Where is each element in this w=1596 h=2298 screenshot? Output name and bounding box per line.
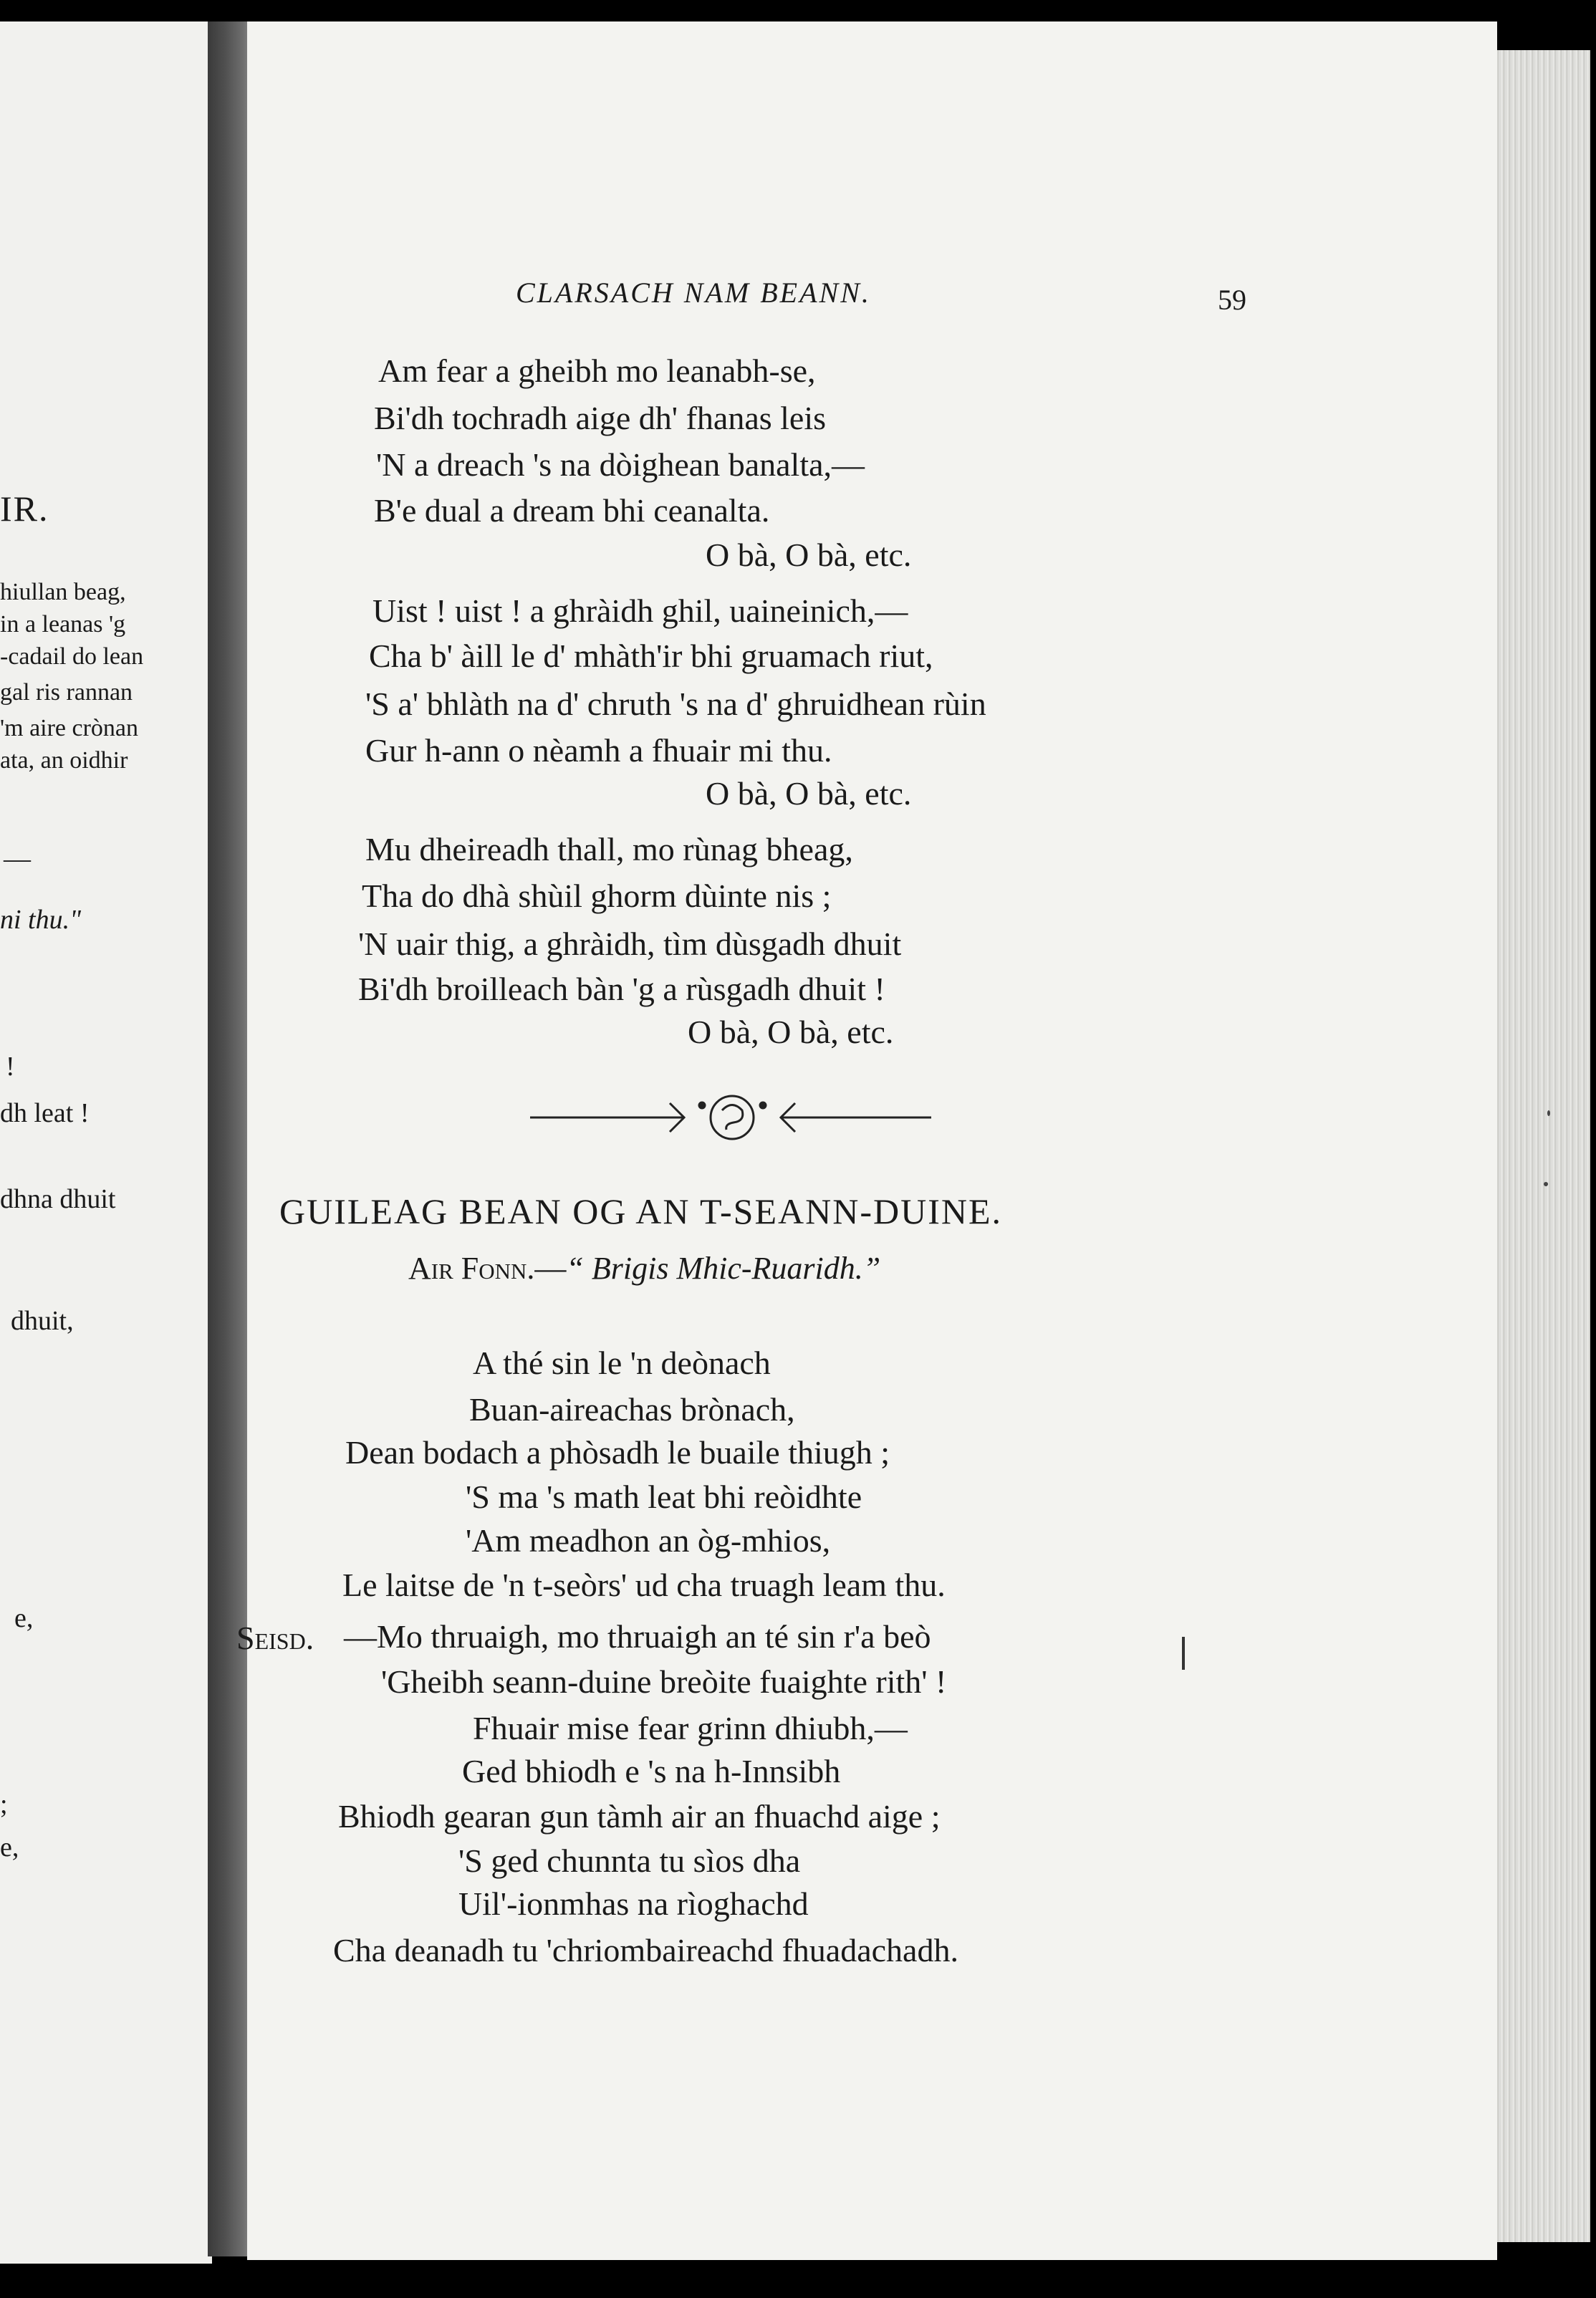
left-page-line: ata, an oidhir	[0, 747, 128, 774]
air-label: Air Fonn.—	[408, 1251, 567, 1286]
left-page-line: IR.	[0, 489, 49, 529]
chorus-line: Ged bhiodh e 's na h-Innsibh	[462, 1753, 841, 1789]
chorus-line: Uil'-ionmhas na rìoghachd	[458, 1885, 809, 1922]
chorus-line: Cha deanadh tu 'chriombaireachd fhuadachadh.	[333, 1932, 958, 1968]
print-speck	[1544, 1182, 1548, 1186]
left-page-fragment	[0, 21, 212, 2264]
left-page-line: dhna dhuit	[0, 1184, 116, 1214]
margin-mark	[1182, 1637, 1185, 1670]
chorus-line: Fhuair mise fear grinn dhiubh,—	[473, 1710, 908, 1746]
air-line	[408, 1250, 880, 1287]
verse-line: 'Am meadhon an òg-mhios,	[466, 1522, 831, 1559]
verse-line: 'N a dreach 's na dòighean banalta,—	[376, 446, 865, 483]
ornament-flourish	[655, 1096, 809, 1139]
running-head: CLARSACH NAM BEANN.	[516, 277, 871, 309]
left-page-line: ;	[0, 1789, 8, 1819]
left-page-line: in a leanas 'g	[0, 611, 126, 638]
left-page-line: e,	[14, 1603, 34, 1633]
verse-line: Bi'dh broilleach bàn 'g a rùsgadh dhuit !	[358, 971, 885, 1007]
verse-line: Bi'dh tochradh aige dh' fhanas leis	[374, 400, 827, 436]
verse-line: Gur h-ann o nèamh a fhuair mi thu.	[365, 732, 832, 769]
chorus-line: 'S ged chunnta tu sìos dha	[458, 1842, 801, 1879]
left-page-line: !	[6, 1052, 15, 1082]
left-page-line: e,	[0, 1832, 19, 1862]
chorus-line: —Mo thruaigh, mo thruaigh an té sin r'a beò	[344, 1618, 931, 1655]
verse-line: 'S a' bhlàth na d' chruth 's na d' ghruidhean rùin	[365, 686, 986, 722]
verse-line: Tha do dhà shùil ghorm dùinte nis ;	[362, 878, 832, 914]
page-number: 59	[1218, 284, 1246, 316]
verse-line: Le laitse de 'n t-seòrs' ud cha truagh leam thu.	[342, 1567, 946, 1603]
left-page-line: ni thu."	[0, 905, 82, 935]
verse-line: Mu dheireadh thall, mo rùnag bheag,	[365, 831, 853, 867]
air-tune-name: “ Brigis Mhic-Ruaridh.”	[566, 1251, 881, 1286]
verse-line: 'N uair thig, a ghràidh, tìm dùsgadh dhuit	[358, 926, 902, 962]
refrain-line: O bà, O bà, etc.	[706, 775, 912, 812]
ornament-divider	[530, 1078, 931, 1143]
left-page-line: gal ris rannan	[0, 679, 133, 706]
left-page-line: 'm aire crònan	[0, 715, 139, 741]
refrain-line: O bà, O bà, etc.	[688, 1014, 894, 1050]
print-speck	[1547, 1110, 1550, 1116]
verse-line: Uist ! uist ! a ghràidh ghil, uaineinich,—	[372, 592, 908, 629]
left-page-line: dh leat !	[0, 1098, 90, 1128]
left-page-line: —	[4, 844, 31, 874]
page-edges	[1483, 50, 1590, 2242]
verse-line: A thé sin le 'n deònach	[473, 1345, 771, 1381]
verse-line: 'S ma 's math leat bhi reòidhte	[466, 1479, 862, 1515]
verse-line: B'e dual a dream bhi ceanalta.	[374, 492, 770, 529]
chorus-line: 'Gheibh seann-duine breòite fuaighte rith' !	[381, 1663, 947, 1700]
song-title: GUILEAG BEAN OG AN T-SEANN-DUINE.	[279, 1191, 1002, 1231]
verse-line: Buan-aireachas brònach,	[469, 1391, 795, 1428]
left-page-line: -cadail do lean	[0, 643, 144, 670]
verse-line: Cha b' àill le d' mhàth'ir bhi gruamach riut,	[369, 638, 933, 674]
refrain-line: O bà, O bà, etc.	[706, 537, 912, 573]
left-page-line: hiullan beag,	[0, 579, 126, 605]
chorus-line: Bhiodh gearan gun tàmh air an fhuachd aige ;	[338, 1798, 941, 1835]
chorus-label: Seisd.	[236, 1620, 314, 1656]
verse-line: Am fear a gheibh mo leanabh-se,	[378, 352, 816, 389]
left-page-line: dhuit,	[11, 1306, 74, 1336]
verse-line: Dean bodach a phòsadh le buaile thiugh ;	[345, 1434, 890, 1471]
